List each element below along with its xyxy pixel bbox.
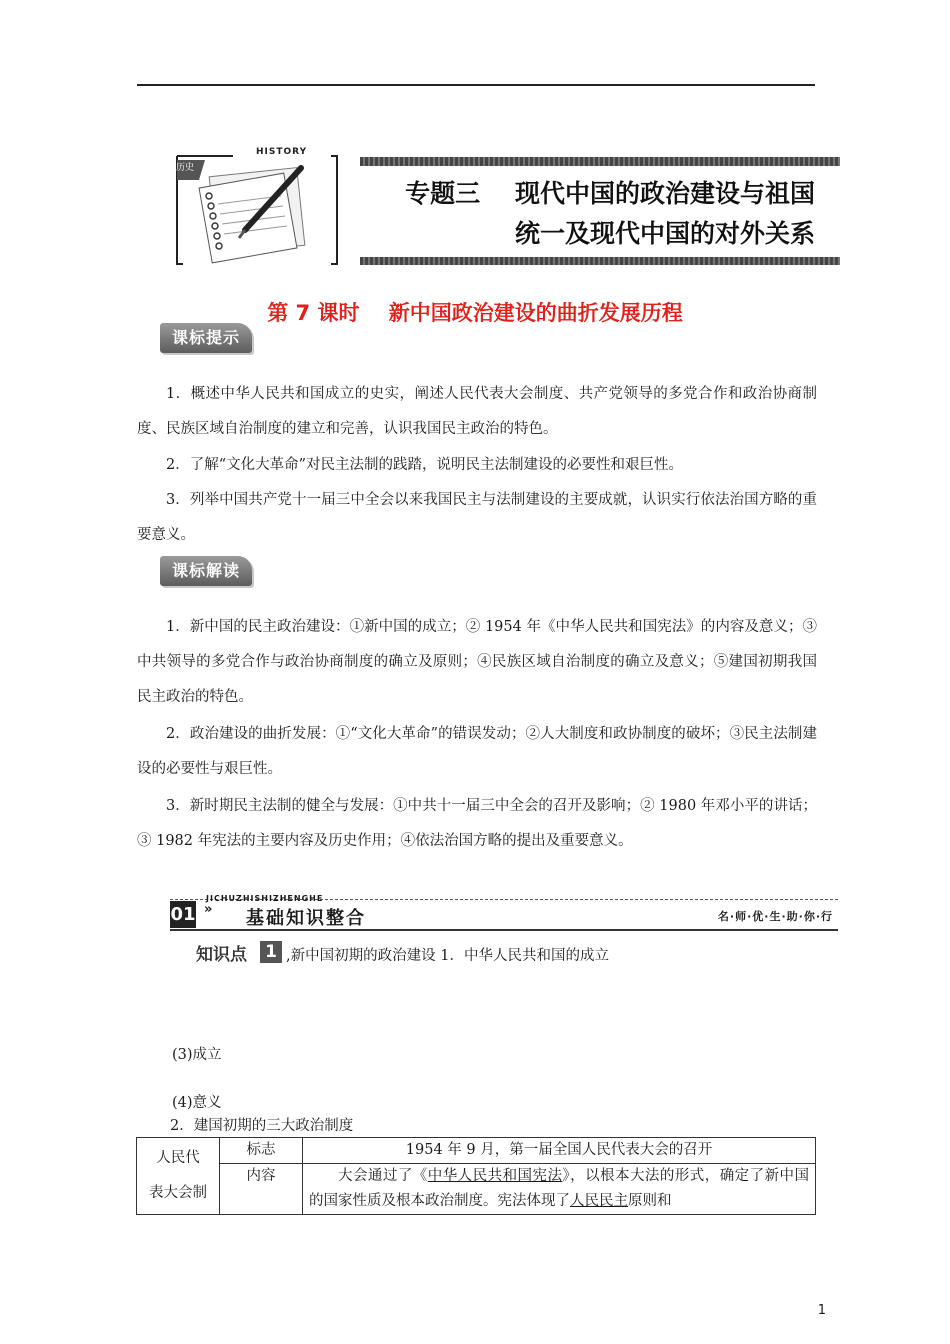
top-rule — [137, 84, 815, 86]
system-name-line2: 表大会制 — [149, 1185, 207, 1201]
item-4-significance: (4)意义 — [172, 1095, 222, 1111]
underlined-answer: 中华人民共和国宪法 — [427, 1168, 563, 1184]
standards-item-1: 1．概述中华人民共和国成立的史实，阐述人民代表大会制度、共产党领导的多党合作和政治协商制度、民族区域自治制度的建立和完善，认识我国民主政治的特色。 — [137, 386, 817, 437]
interpretation-item-2: 2．政治建设的曲折发展：①“文化大革命”的错误发动；②人大制度和政协制度的破坏；③民主法制建设的必要性与艰巨性。 — [137, 726, 817, 777]
topic-title-line2: 统一及现代中国的对外关系 — [514, 219, 815, 248]
knowledge-point-number: 1 — [260, 941, 282, 963]
interpretation-item-3: 3．新时期民主法制的健全与发展：①中共十一届三中全会的召开及影响；② 1980 年邓小平的讲话；③ 1982 年宪法的主要内容及历史作用；④依法治国方略的提出及重要意义。 — [137, 798, 817, 849]
standards-badge: 课标提示 — [160, 323, 252, 353]
banner-top-bar — [360, 157, 840, 166]
section-bottom-rule — [170, 929, 838, 931]
knowledge-point-label: 知识点 — [196, 945, 247, 965]
system-name-line1: 人民代 — [156, 1150, 200, 1166]
system-cell — [137, 1138, 220, 1215]
page-number: 1 — [817, 1303, 826, 1318]
interpretation-badge: 课标解读 — [160, 556, 252, 586]
item-3-established: (3)成立 — [172, 1047, 222, 1063]
row-text: 原则和 — [628, 1193, 672, 1209]
section-pinyin: JICHUZHISHIZHENGHE — [206, 894, 324, 903]
chevron-right-icon: » — [204, 902, 213, 917]
political-systems-table — [136, 1137, 816, 1215]
logo-caption: HISTORY — [256, 147, 308, 157]
section-number: 01 — [170, 901, 196, 928]
subject-tag: 历史 — [176, 163, 195, 173]
row-text: 大会通过了《 — [338, 1168, 428, 1184]
table-row — [137, 1138, 816, 1164]
standards-item-3: 3．列举中国共产党十一届三中全会以来我国民主与法制建设的主要成就，认识实行依法治国方略的重要意义。 — [137, 492, 817, 543]
section-slogan: 名·师·优·生·助·你·行 — [717, 910, 833, 923]
underlined-answer: 人民民主 — [570, 1193, 628, 1209]
topic-title-line1: 专题三 现代中国的政治建设与祖国 — [405, 179, 815, 208]
notebook-pen-illustration — [173, 152, 341, 268]
row-value: 1954 年 9 月，第一届全国人民代表大会的召开 — [303, 1138, 816, 1164]
row-label: 内容 — [220, 1164, 303, 1215]
knowledge-point-text: ,新中国初期的政治建设 1．中华人民共和国的成立 — [286, 948, 609, 964]
row-label: 标志 — [220, 1138, 303, 1164]
row-value — [303, 1164, 816, 1215]
section-title: 基础知识整合 — [246, 908, 366, 929]
lesson-title: 第 7 课时 新中国政治建设的曲折发展历程 — [267, 301, 683, 325]
interpretation-item-1: 1．新中国的民主政治建设：①新中国的成立；② 1954 年《中华人民共和国宪法》的内容及意义；③中共领导的多党合作与政治协商制度的确立及原则；④民族区域自治制度的确立及意义；⑤建国初期我国民主政治的特色。 — [137, 619, 817, 705]
row-text: 》，以根本大法的形式，确定了新中国的国家性质及根本政治制度。宪法体现了 — [309, 1168, 810, 1209]
table-row — [137, 1164, 816, 1215]
standards-item-2: 2．了解“文化大革命”对民主法制的践踏，说明民主法制建设的必要性和艰巨性。 — [166, 457, 684, 473]
banner-bottom-bar — [360, 257, 840, 265]
topic-title — [360, 174, 815, 254]
item-2-heading: 2．建国初期的三大政治制度 — [170, 1118, 354, 1134]
